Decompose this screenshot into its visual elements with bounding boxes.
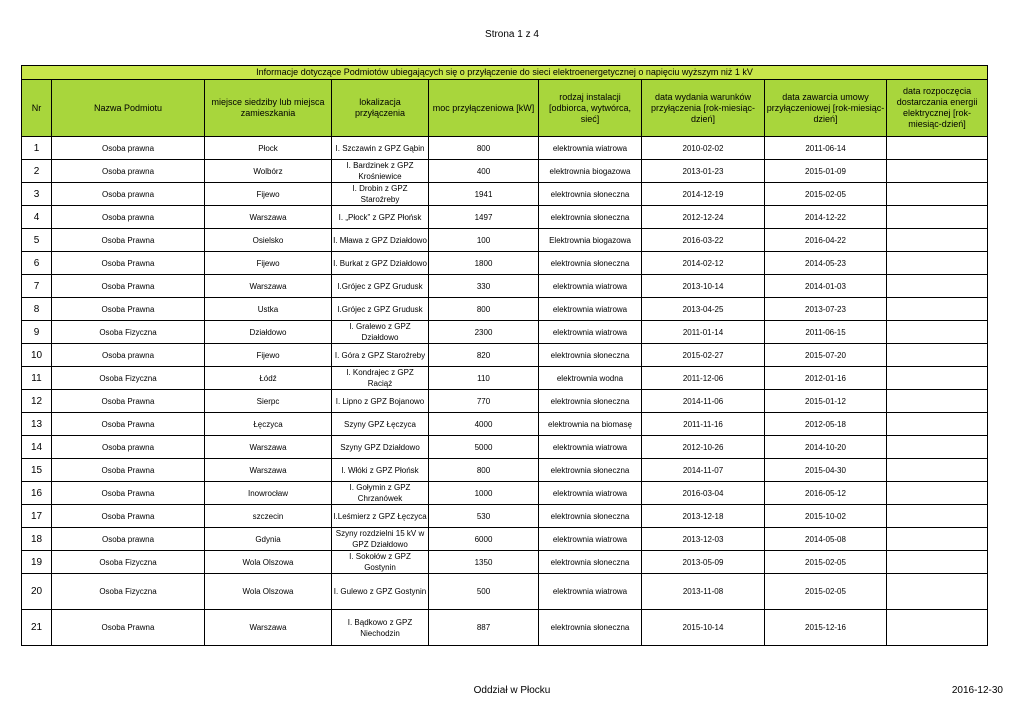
- table-row: [22, 229, 988, 252]
- cell-seat: Łódź: [205, 367, 332, 390]
- cell-contract-date: 2014-05-08: [765, 528, 887, 551]
- cell-seat: Warszawa: [205, 275, 332, 298]
- cell-name: Osoba prawna: [52, 183, 205, 206]
- cell-power: 887: [429, 610, 539, 646]
- cell-contract-date: 2015-02-05: [765, 183, 887, 206]
- cell-start-date: [887, 574, 988, 610]
- cell-conditions-date: 2015-10-14: [642, 610, 765, 646]
- cell-type: elektrownia biogazowa: [539, 160, 642, 183]
- cell-contract-date: 2012-01-16: [765, 367, 887, 390]
- cell-type: elektrownia słoneczna: [539, 505, 642, 528]
- cell-location: I. Gralewo z GPZ Działdowo: [332, 321, 429, 344]
- cell-type: elektrownia słoneczna: [539, 610, 642, 646]
- col-header-name: Nazwa Podmiotu: [52, 80, 205, 137]
- cell-start-date: [887, 436, 988, 459]
- cell-seat: Sierpc: [205, 390, 332, 413]
- cell-contract-date: 2015-02-05: [765, 551, 887, 574]
- cell-contract-date: 2014-10-20: [765, 436, 887, 459]
- cell-start-date: [887, 183, 988, 206]
- cell-location: I. „Płock” z GPZ Płońsk: [332, 206, 429, 229]
- cell-conditions-date: 2011-01-14: [642, 321, 765, 344]
- table-row: [22, 344, 988, 367]
- cell-start-date: [887, 344, 988, 367]
- cell-seat: Wolbórz: [205, 160, 332, 183]
- table-row: [22, 574, 988, 610]
- cell-type: elektrownia wiatrowa: [539, 321, 642, 344]
- table-row: [22, 528, 988, 551]
- cell-location: I. Włóki z GPZ Płońsk: [332, 459, 429, 482]
- cell-power: 5000: [429, 436, 539, 459]
- cell-nr: 7: [22, 275, 52, 298]
- cell-contract-date: 2014-01-03: [765, 275, 887, 298]
- cell-conditions-date: 2014-11-06: [642, 390, 765, 413]
- cell-name: Osoba Fizyczna: [52, 551, 205, 574]
- cell-conditions-date: 2016-03-04: [642, 482, 765, 505]
- cell-seat: Fijewo: [205, 252, 332, 275]
- cell-nr: 16: [22, 482, 52, 505]
- page-header: Strona 1 z 4: [485, 29, 539, 40]
- cell-start-date: [887, 206, 988, 229]
- cell-conditions-date: 2012-10-26: [642, 436, 765, 459]
- cell-contract-date: 2013-07-23: [765, 298, 887, 321]
- cell-conditions-date: 2014-02-12: [642, 252, 765, 275]
- cell-location: I.Grójec z GPZ Grudusk: [332, 275, 429, 298]
- cell-seat: Warszawa: [205, 206, 332, 229]
- cell-nr: 9: [22, 321, 52, 344]
- cell-contract-date: 2015-04-30: [765, 459, 887, 482]
- cell-contract-date: 2016-05-12: [765, 482, 887, 505]
- cell-name: Osoba Prawna: [52, 610, 205, 646]
- cell-type: elektrownia słoneczna: [539, 551, 642, 574]
- cell-power: 1941: [429, 183, 539, 206]
- cell-nr: 13: [22, 413, 52, 436]
- table-row: [22, 436, 988, 459]
- cell-start-date: [887, 610, 988, 646]
- cell-type: elektrownia na biomasę: [539, 413, 642, 436]
- table-row: [22, 551, 988, 574]
- cell-power: 770: [429, 390, 539, 413]
- col-header-location: lokalizacja przyłączenia: [332, 80, 429, 137]
- footer-date: 2016-12-30: [951, 685, 1003, 696]
- cell-contract-date: 2015-02-05: [765, 574, 887, 610]
- cell-type: elektrownia słoneczna: [539, 183, 642, 206]
- cell-contract-date: 2011-06-15: [765, 321, 887, 344]
- cell-power: 400: [429, 160, 539, 183]
- table-row: [22, 275, 988, 298]
- cell-seat: Warszawa: [205, 459, 332, 482]
- col-header-contract-date: data zawarcia umowy przyłączeniowej [rok-miesiąc-dzień]: [765, 80, 887, 137]
- cell-conditions-date: 2013-01-23: [642, 160, 765, 183]
- cell-start-date: [887, 321, 988, 344]
- cell-start-date: [887, 367, 988, 390]
- cell-location: I. Gołymin z GPZ Chrzanówek: [332, 482, 429, 505]
- cell-name: Osoba prawna: [52, 528, 205, 551]
- table-row: [22, 505, 988, 528]
- cell-start-date: [887, 275, 988, 298]
- cell-contract-date: 2014-05-23: [765, 252, 887, 275]
- table-body: [22, 137, 988, 646]
- table-row: [22, 183, 988, 206]
- cell-location: I. Gulewo z GPZ Gostynin: [332, 574, 429, 610]
- cell-seat: Działdowo: [205, 321, 332, 344]
- cell-power: 100: [429, 229, 539, 252]
- cell-nr: 2: [22, 160, 52, 183]
- cell-seat: Gdynia: [205, 528, 332, 551]
- cell-power: 1350: [429, 551, 539, 574]
- table-row: [22, 482, 988, 505]
- cell-seat: Ustka: [205, 298, 332, 321]
- cell-nr: 3: [22, 183, 52, 206]
- cell-type: elektrownia wodna: [539, 367, 642, 390]
- cell-conditions-date: 2010-02-02: [642, 137, 765, 160]
- cell-conditions-date: 2015-02-27: [642, 344, 765, 367]
- cell-power: 110: [429, 367, 539, 390]
- cell-location: I. Góra z GPZ Staroźreby: [332, 344, 429, 367]
- cell-nr: 6: [22, 252, 52, 275]
- table-row: [22, 298, 988, 321]
- cell-nr: 5: [22, 229, 52, 252]
- table-row: [22, 367, 988, 390]
- table-row: [22, 390, 988, 413]
- cell-power: 6000: [429, 528, 539, 551]
- cell-nr: 11: [22, 367, 52, 390]
- cell-seat: Fijewo: [205, 183, 332, 206]
- cell-nr: 21: [22, 610, 52, 646]
- cell-nr: 18: [22, 528, 52, 551]
- cell-name: Osoba Prawna: [52, 413, 205, 436]
- cell-location: I. Kondrajec z GPZ Raciąż: [332, 367, 429, 390]
- table-row: [22, 321, 988, 344]
- applicants-table: [21, 65, 988, 646]
- cell-seat: Łęczyca: [205, 413, 332, 436]
- cell-conditions-date: 2016-03-22: [642, 229, 765, 252]
- cell-nr: 4: [22, 206, 52, 229]
- cell-conditions-date: 2012-12-24: [642, 206, 765, 229]
- col-header-start-date: data rozpoczęcia dostarczania energii elektrycznej [rok-miesiąc-dzień]: [887, 80, 988, 137]
- col-header-nr: Nr: [22, 80, 52, 137]
- cell-start-date: [887, 482, 988, 505]
- cell-location: I. Bądkowo z GPZ Niechodzin: [332, 610, 429, 646]
- cell-type: elektrownia wiatrowa: [539, 275, 642, 298]
- cell-seat: Fijewo: [205, 344, 332, 367]
- cell-type: elektrownia słoneczna: [539, 206, 642, 229]
- cell-name: Osoba Prawna: [52, 298, 205, 321]
- footer-branch: Oddział w Płocku: [473, 685, 551, 696]
- table-row: [22, 610, 988, 646]
- cell-power: 530: [429, 505, 539, 528]
- cell-name: Osoba Prawna: [52, 482, 205, 505]
- cell-conditions-date: 2011-12-06: [642, 367, 765, 390]
- cell-name: Osoba prawna: [52, 436, 205, 459]
- cell-location: I. Bardzinek z GPZ Krośniewice: [332, 160, 429, 183]
- cell-type: elektrownia wiatrowa: [539, 298, 642, 321]
- cell-type: elektrownia wiatrowa: [539, 528, 642, 551]
- cell-nr: 19: [22, 551, 52, 574]
- cell-power: 330: [429, 275, 539, 298]
- cell-name: Osoba Prawna: [52, 505, 205, 528]
- col-header-power: moc przyłączeniowa [kW]: [429, 80, 539, 137]
- cell-start-date: [887, 505, 988, 528]
- cell-name: Osoba Prawna: [52, 459, 205, 482]
- cell-type: elektrownia słoneczna: [539, 252, 642, 275]
- cell-location: I. Lipno z GPZ Bojanowo: [332, 390, 429, 413]
- cell-location: I. Burkat z GPZ Działdowo: [332, 252, 429, 275]
- cell-location: I. Sokołów z GPZ Gostynin: [332, 551, 429, 574]
- table-row: [22, 413, 988, 436]
- cell-location: Szyny GPZ Łęczyca: [332, 413, 429, 436]
- cell-location: I.Leśmierz z GPZ Łęczyca: [332, 505, 429, 528]
- col-header-type: rodzaj instalacji [odbiorca, wytwórca, sieć]: [539, 80, 642, 137]
- cell-seat: szczecin: [205, 505, 332, 528]
- cell-name: Osoba prawna: [52, 206, 205, 229]
- cell-type: elektrownia słoneczna: [539, 390, 642, 413]
- cell-conditions-date: 2013-05-09: [642, 551, 765, 574]
- cell-power: 800: [429, 459, 539, 482]
- cell-type: elektrownia wiatrowa: [539, 574, 642, 610]
- table-row: [22, 252, 988, 275]
- table-row: [22, 160, 988, 183]
- table-row: [22, 206, 988, 229]
- cell-power: 1497: [429, 206, 539, 229]
- cell-seat: Inowrocław: [205, 482, 332, 505]
- cell-conditions-date: 2013-04-25: [642, 298, 765, 321]
- cell-contract-date: 2015-01-09: [765, 160, 887, 183]
- cell-name: Osoba Prawna: [52, 229, 205, 252]
- cell-conditions-date: 2013-12-18: [642, 505, 765, 528]
- cell-seat: Płock: [205, 137, 332, 160]
- cell-start-date: [887, 160, 988, 183]
- cell-contract-date: 2011-06-14: [765, 137, 887, 160]
- cell-name: Osoba Prawna: [52, 252, 205, 275]
- cell-start-date: [887, 528, 988, 551]
- cell-power: 800: [429, 137, 539, 160]
- cell-location: I. Drobin z GPZ Staroźreby: [332, 183, 429, 206]
- cell-seat: Warszawa: [205, 436, 332, 459]
- cell-name: Osoba Fizyczna: [52, 321, 205, 344]
- cell-type: elektrownia wiatrowa: [539, 436, 642, 459]
- cell-name: Osoba Fizyczna: [52, 574, 205, 610]
- cell-contract-date: 2016-04-22: [765, 229, 887, 252]
- cell-start-date: [887, 390, 988, 413]
- cell-contract-date: 2015-12-16: [765, 610, 887, 646]
- cell-nr: 20: [22, 574, 52, 610]
- cell-conditions-date: 2014-11-07: [642, 459, 765, 482]
- cell-name: Osoba Fizyczna: [52, 367, 205, 390]
- table-row: [22, 459, 988, 482]
- cell-nr: 1: [22, 137, 52, 160]
- cell-power: 1800: [429, 252, 539, 275]
- cell-power: 1000: [429, 482, 539, 505]
- cell-nr: 8: [22, 298, 52, 321]
- cell-name: Osoba Prawna: [52, 275, 205, 298]
- cell-location: Szyny GPZ Działdowo: [332, 436, 429, 459]
- cell-name: Osoba Prawna: [52, 390, 205, 413]
- cell-location: Szyny rozdzielni 15 kV w GPZ Działdowo: [332, 528, 429, 551]
- cell-type: elektrownia słoneczna: [539, 344, 642, 367]
- cell-start-date: [887, 413, 988, 436]
- cell-type: elektrownia wiatrowa: [539, 137, 642, 160]
- cell-contract-date: 2015-07-20: [765, 344, 887, 367]
- col-header-seat: miejsce siedziby lub miejsca zamieszkania: [205, 80, 332, 137]
- cell-start-date: [887, 229, 988, 252]
- cell-power: 800: [429, 298, 539, 321]
- cell-nr: 10: [22, 344, 52, 367]
- cell-nr: 15: [22, 459, 52, 482]
- cell-name: Osoba prawna: [52, 137, 205, 160]
- cell-power: 4000: [429, 413, 539, 436]
- cell-nr: 17: [22, 505, 52, 528]
- cell-location: I.Grójec z GPZ Grudusk: [332, 298, 429, 321]
- cell-seat: Warszawa: [205, 610, 332, 646]
- cell-power: 2300: [429, 321, 539, 344]
- cell-start-date: [887, 298, 988, 321]
- cell-start-date: [887, 252, 988, 275]
- cell-contract-date: 2014-12-22: [765, 206, 887, 229]
- cell-seat: Wola Olszowa: [205, 574, 332, 610]
- cell-conditions-date: 2013-12-03: [642, 528, 765, 551]
- cell-conditions-date: 2013-10-14: [642, 275, 765, 298]
- cell-location: I. Mława z GPZ Działdowo: [332, 229, 429, 252]
- table-title: Informacje dotyczące Podmiotów ubiegających się o przyłączenie do sieci elektroenergetycznej o napięciu wyższym niż 1 kV: [22, 66, 988, 80]
- cell-start-date: [887, 137, 988, 160]
- cell-contract-date: 2012-05-18: [765, 413, 887, 436]
- cell-name: Osoba prawna: [52, 344, 205, 367]
- cell-conditions-date: 2014-12-19: [642, 183, 765, 206]
- cell-power: 500: [429, 574, 539, 610]
- cell-type: Elektrownia biogazowa: [539, 229, 642, 252]
- cell-start-date: [887, 551, 988, 574]
- cell-location: I. Szczawin z GPZ Gąbin: [332, 137, 429, 160]
- cell-name: Osoba prawna: [52, 160, 205, 183]
- cell-type: elektrownia słoneczna: [539, 459, 642, 482]
- cell-conditions-date: 2011-11-16: [642, 413, 765, 436]
- cell-nr: 12: [22, 390, 52, 413]
- table-row: [22, 137, 988, 160]
- cell-seat: Osielsko: [205, 229, 332, 252]
- cell-power: 820: [429, 344, 539, 367]
- cell-start-date: [887, 459, 988, 482]
- col-header-conditions-date: data wydania warunków przyłączenia [rok-miesiąc-dzień]: [642, 80, 765, 137]
- cell-seat: Wola Olszowa: [205, 551, 332, 574]
- cell-contract-date: 2015-01-12: [765, 390, 887, 413]
- cell-type: elektrownia wiatrowa: [539, 482, 642, 505]
- cell-conditions-date: 2013-11-08: [642, 574, 765, 610]
- cell-contract-date: 2015-10-02: [765, 505, 887, 528]
- cell-nr: 14: [22, 436, 52, 459]
